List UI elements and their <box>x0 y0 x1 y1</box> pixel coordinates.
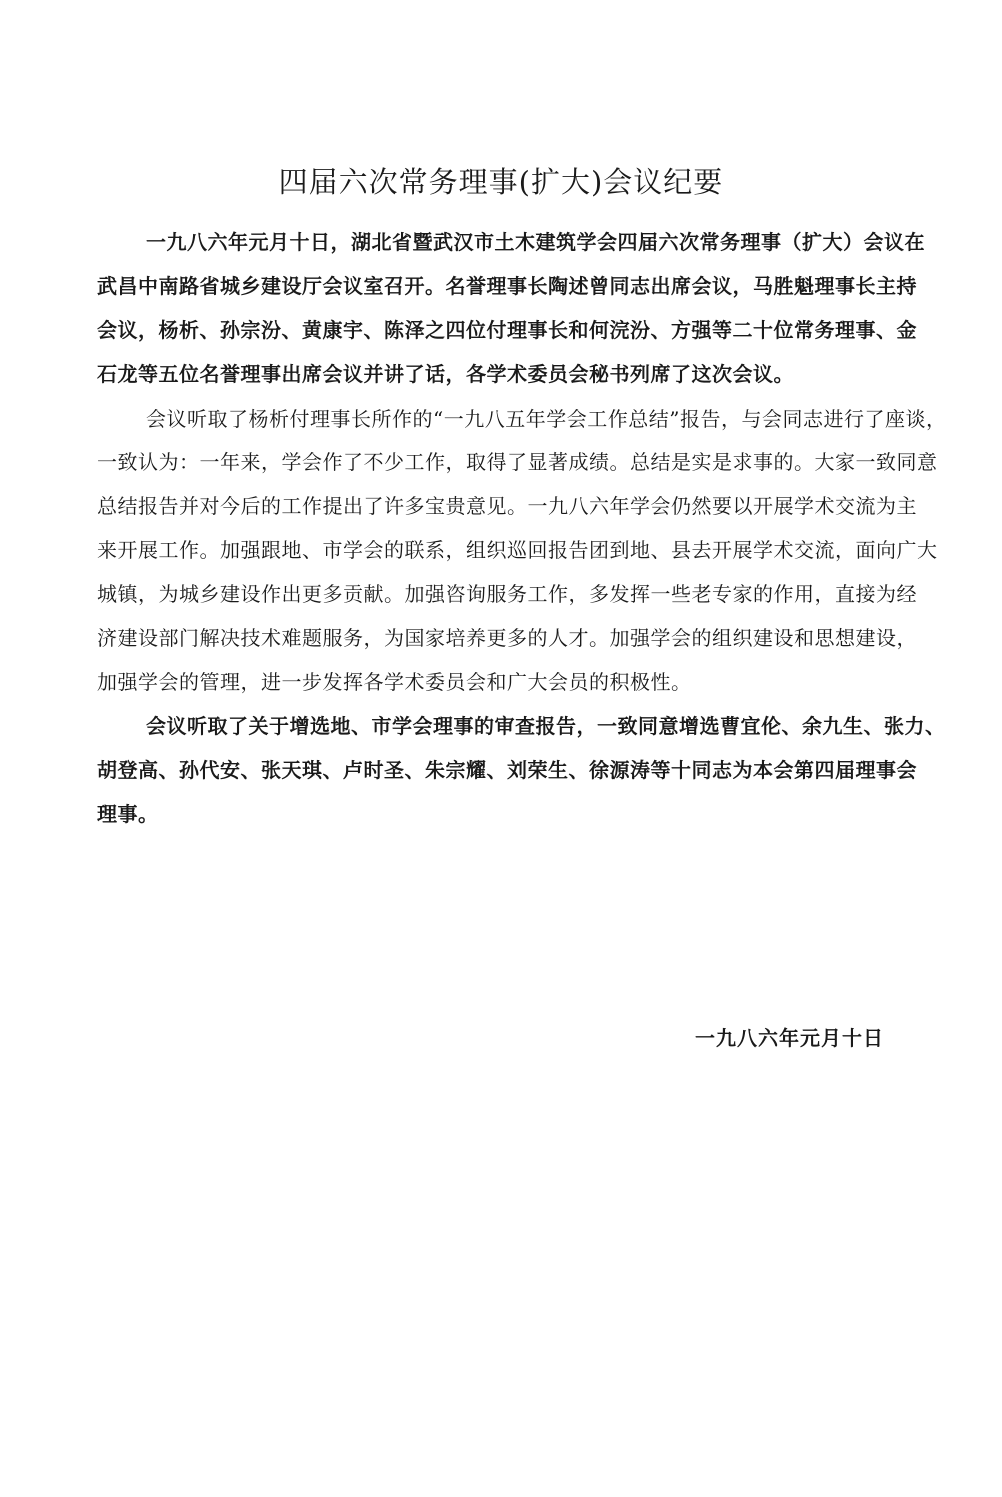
text-line: 石龙等五位名誉理事出席会议并讲了话，各学术委员会秘书列席了这次会议。 <box>97 362 794 386</box>
text-line: 加强学会的管理，进一步发挥各学术委员会和广大会员的积极性。 <box>97 670 692 694</box>
text-line: 理事。 <box>97 802 159 826</box>
document-date: 一九八六年元月十日 <box>695 1026 884 1050</box>
text-line: 武昌中南路省城乡建设厅会议室召开。名誉理事长陶述曾同志出席会议，马胜魁理事长主持 <box>97 274 917 298</box>
document-title: 四届六次常务理事(扩大)会议纪要 <box>278 165 724 199</box>
text-line: 济建设部门解决技术难题服务，为国家培养更多的人才。加强学会的组织建设和思想建设， <box>97 626 917 650</box>
text-line: 来开展工作。加强跟地、市学会的联系，组织巡回报告团到地、县去开展学术交流，面向广大 <box>97 538 938 562</box>
text-line: 会议听取了关于增选地、市学会理事的审查报告，一致同意增选曹宜伦、余九生、张力、 <box>146 714 946 738</box>
text-line: 总结报告并对今后的工作提出了许多宝贵意见。一九八六年学会仍然要以开展学术交流为主 <box>97 494 917 518</box>
text-line: 会议听取了杨析付理事长所作的“一九八五年学会工作总结”报告，与会同志进行了座谈， <box>146 407 947 431</box>
text-line: 会议，杨析、孙宗汾、黄康宇、陈泽之四位付理事长和何浣汾、方强等二十位常务理事、金 <box>97 318 917 342</box>
text-line: 一致认为：一年来，学会作了不少工作，取得了显著成绩。总结是实是求事的。大家一致同意 <box>97 450 938 474</box>
text-line: 城镇，为城乡建设作出更多贡献。加强咨询服务工作，多发挥一些老专家的作用，直接为经 <box>97 582 917 606</box>
text-line: 一九八六年元月十日，湖北省暨武汉市土木建筑学会四届六次常务理事（扩大）会议在 <box>146 230 925 254</box>
text-line: 胡登高、孙代安、张天琪、卢时圣、朱宗耀、刘荣生、徐源涛等十同志为本会第四届理事会 <box>97 758 917 782</box>
